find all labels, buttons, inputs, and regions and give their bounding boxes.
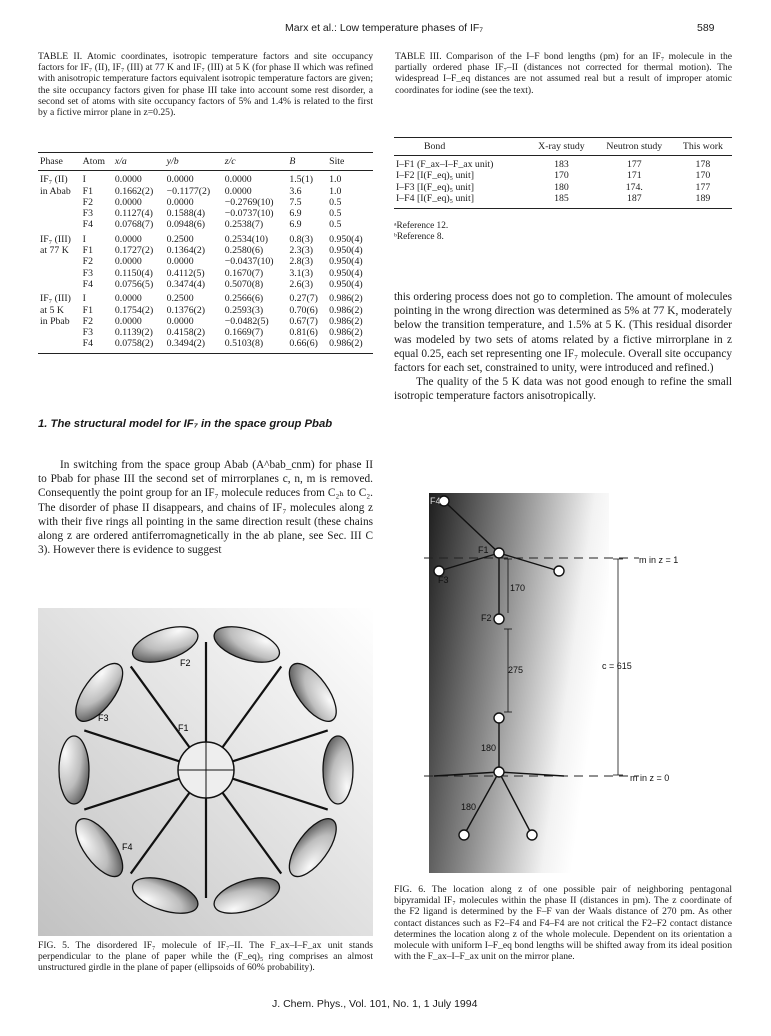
table2-cell: F2 <box>82 196 94 208</box>
table3-cell: 187 <box>595 193 674 208</box>
table-row <box>38 231 373 245</box>
table2-cell <box>38 338 81 353</box>
table2-cell: IF₇ (III) <box>40 293 71 305</box>
table2-cell: F2 <box>82 256 94 268</box>
table2-cell: F3 <box>82 208 94 220</box>
table2-cell: F4 <box>81 338 113 353</box>
table-row <box>38 290 373 304</box>
table2-cell: 0.0000 <box>114 256 142 268</box>
table-row <box>38 171 373 186</box>
table2-caption: TABLE II. Atomic coordinates, isotropic temperature factors and site occupancy factors for IF₇ (II), IF₇ (III) at 77 K and IF₇ (III) at 5 K (for phase II which was refined with anisotropic temperature factors equivalent isotropic temperature factors are given; the site occupancy factors given for phase III take into account some rest disorder, a second set of atoms with site occupancy factors of 5% and 1.4% is related to the first by a fictive mirror plane in z=0.25). <box>38 51 373 119</box>
table2-cell: 0.5 <box>329 219 342 231</box>
table2-cell: −0.0482(5) <box>224 315 269 327</box>
table3-cell: I–F1 (F_ax–I–F_ax unit) <box>396 159 494 170</box>
table2-cell: 0.0000 <box>224 185 252 197</box>
table2-cell: at 5 K <box>40 304 64 316</box>
table2-cell: 0.0000 <box>166 256 194 268</box>
table3-cell: I–F2 [I(F_eq)₅ unit] <box>396 170 474 182</box>
table2-cell: 0.0948(6) <box>166 219 206 231</box>
table2-cell: at 77 K <box>40 245 69 257</box>
table2-cell: 0.0768(7) <box>114 219 154 231</box>
table3-caption: TABLE III. Comparison of the I–F bond lengths (pm) for an IF₇ molecule in the partially ordered phase IF₇–II (distances not corrected for thermal motion). The widespread I–F_eq distances are not assumed real but a result of improper atomic coordinates for iodine (see the text). <box>395 51 732 96</box>
table2-cell: 3.6 <box>289 185 302 197</box>
table3-cell: 180 <box>554 181 569 193</box>
table3-cell: 189 <box>674 193 732 208</box>
table2-cell: in Pbab <box>40 315 70 327</box>
fig6-mirror-z0: m in z = 0 <box>630 773 670 783</box>
table2-cell <box>38 327 81 338</box>
table2-cell: F1 <box>82 185 94 197</box>
table2-cell: 0.5 <box>329 196 342 208</box>
table2-cell: 0.0756(5) <box>114 278 154 290</box>
table2-cell: 0.0000 <box>166 174 194 186</box>
table2-cell: 0.3494(2) <box>165 338 223 353</box>
table2-cell <box>38 208 81 219</box>
table2-cell: 0.4158(2) <box>166 327 206 339</box>
table2-cell: 0.986(2) <box>329 304 363 316</box>
table3-header-cell: This work <box>674 138 732 156</box>
table2-cell: 0.0000 <box>224 174 252 186</box>
table2-cell: 0.1669(7) <box>224 327 264 339</box>
left-body-text: In switching from the space group Abab (A^bab_cnm) for phase II to Pbab for phase III the second set of mirrorplanes c, n, m is removed. Consequently the point group for an IF₇ molecule reduces from C₂ₕ to C₂. The disorder of phase II disappears, and chains of IF₇ molecules along z with their five rings all pointing in the same direction result (these chains along z are ordered antiferromagnetically in the ab plane, see Sec. III C 3). However there is evidence to suggest <box>38 459 373 557</box>
table2-cell: 0.1670(7) <box>224 267 264 279</box>
table3-cell: 170 <box>554 170 569 182</box>
table2-cell: I <box>82 293 86 305</box>
fluorine-ellipsoid <box>59 736 89 804</box>
table2-cell: 0.4112(5) <box>166 267 205 279</box>
table2-cell: 0.1727(2) <box>114 245 154 257</box>
fig6-label-f2: F2 <box>481 613 492 623</box>
table2-header-cell: y/b <box>165 153 223 171</box>
table2-cell: 0.66(6) <box>287 338 327 353</box>
table2-cell: 0.70(6) <box>289 304 318 316</box>
table3-cell: 183 <box>554 159 569 170</box>
table2-cell: 0.950(4) <box>329 256 363 268</box>
table2-cell: −0.0737(10) <box>224 208 274 220</box>
table2-cell: 0.1150(4) <box>114 267 153 279</box>
table2-cell: 0.0000 <box>166 315 194 327</box>
table2-cell: 0.2593(3) <box>224 304 264 316</box>
table3-cell: 170 <box>695 170 711 182</box>
running-head: Marx et al.: Low temperature phases of IF₇ <box>285 22 483 34</box>
table2-header-cell: x/a <box>113 153 165 171</box>
table2-header-cell: B <box>287 153 327 171</box>
table-row <box>394 156 732 171</box>
table2-cell: 0.2566(6) <box>224 293 264 305</box>
table-row <box>394 193 732 208</box>
table2-cell: IF₇ (II) <box>40 174 68 186</box>
table2-cell: 1.0 <box>329 174 342 186</box>
table2-cell: 0.986(2) <box>329 327 363 339</box>
table2-cell: 0.5103(8) <box>223 338 288 353</box>
table2-cell: 0.1127(4) <box>114 208 153 220</box>
table2-cell: 0.1364(2) <box>166 245 206 257</box>
table-row <box>38 245 373 256</box>
table2-cell: 0.0000 <box>114 196 142 208</box>
fig5-label-f4: F4 <box>122 842 133 852</box>
table2-cell: 0.986(2) <box>329 315 363 327</box>
table-row <box>38 208 373 219</box>
table-row <box>38 279 373 290</box>
table2-cell: 0.8(3) <box>289 233 313 245</box>
footnote: ᵃReference 12. <box>394 221 449 231</box>
right-body-text <box>394 290 732 404</box>
table-row <box>38 268 373 279</box>
table3-cell: 177 <box>626 159 642 170</box>
table2-cell: 0.2580(6) <box>224 245 264 257</box>
table2-cell: 0.0000 <box>114 233 142 245</box>
table-row <box>394 182 732 193</box>
fig6-distance-275: 275 <box>508 665 524 675</box>
fig6-mirror-z1: m in z = 1 <box>639 555 679 565</box>
table2-cell <box>38 219 81 230</box>
table2-header-cell: Phase <box>38 153 81 171</box>
fig6-distance-170: 170 <box>510 583 526 593</box>
table2-cell: 1.0 <box>329 185 342 197</box>
fig5-caption: FIG. 5. The disordered IF₇ molecule of IF₇–II. The F_ax–I–F_ax unit stands perpendicular to the plane of paper while the (F_eq)₅ ring comprises an almost unstructured girdle in the plane of paper (ellipsoids of 60% probability). <box>38 940 373 974</box>
table-row <box>38 219 373 230</box>
table-row <box>38 186 373 197</box>
table2-cell: 0.0000 <box>114 315 142 327</box>
fig6-label-f1: F1 <box>478 545 489 555</box>
table2-cell: 0.2500 <box>166 293 194 305</box>
table2-cell: 0.5 <box>329 208 342 220</box>
table2-cell: 0.0000 <box>166 196 194 208</box>
table2-cell: 0.0000 <box>114 293 142 305</box>
table2-cell: in Abab <box>40 185 71 197</box>
table2-cell: 0.1662(2) <box>114 185 154 197</box>
fig6-cell-length: c = 615 <box>602 661 632 671</box>
table-row <box>38 305 373 316</box>
table2-cell <box>38 268 81 279</box>
table2-cell: F3 <box>82 267 94 279</box>
table2-cell: 2.8(3) <box>289 256 313 268</box>
table2-cell: 2.6(3) <box>289 278 313 290</box>
fig6-distance-180b: 180 <box>461 802 477 812</box>
table-row <box>38 338 373 353</box>
table2-cell: 0.950(4) <box>329 278 363 290</box>
table2-cell: F1 <box>82 304 94 316</box>
table-row <box>38 327 373 338</box>
table2-cell: −0.2769(10) <box>224 196 274 208</box>
table2-cell: 0.3474(4) <box>166 278 206 290</box>
table2-cell: 1.5(1) <box>289 174 313 186</box>
table2-cell: 0.950(4) <box>329 245 363 257</box>
table2-cell: IF₇ (III) <box>40 233 71 245</box>
table2-cell: 0.1139(2) <box>114 327 153 339</box>
table-row <box>38 197 373 208</box>
table2-cell: 0.1376(2) <box>166 304 206 316</box>
table2-cell: I <box>82 174 86 186</box>
fig6-label-f3: F3 <box>438 575 449 585</box>
table3-cell: 178 <box>695 159 711 170</box>
table2-cell: 0.2534(10) <box>224 233 269 245</box>
table3-header-cell: Bond <box>394 138 528 156</box>
table2-cell: I <box>82 233 86 245</box>
table3-header-cell: Neutron study <box>595 138 674 156</box>
table2-cell: 0.2538(7) <box>224 219 264 231</box>
fig5-label-f3: F3 <box>98 713 109 723</box>
table2-cell: 7.5 <box>289 196 302 208</box>
table2-cell: 0.950(4) <box>329 233 363 245</box>
page-number: 589 <box>697 22 715 34</box>
paragraph: this ordering process does not go to completion. The amount of molecules pointing in the wrong direction was determined as 5% at 77 K, moderately below the transition temperature, and 1.5% at 5 K. (This residual disorder was modeled by two sets of atoms related by a fictive mirrorplane in z equal 0.25, each set representing one IF₇ molecule. Overall site occupancy factors for each set, constrained to unity, were introduced and refined.) <box>394 291 732 375</box>
fig6-label-f4: F4 <box>430 496 441 506</box>
fig6-caption: FIG. 6. The location along z of one possible pair of neighboring pentagonal bipyramidal IF₇ molecules within the phase II (distances in pm). The z coordinate of the F2 ligand is determined by the F–F van der Waals distance of 270 pm. As other contact distances such as F2–F4 and F4–F4 are not critical the F2–F2 contact distance determines the location along z of the whole molecule. Dependent on its orientation a molecule with uniform I–F_eq bond lengths will be shifted away from its ideal position with the F_ax–I–F_ax unit on the mirror plane. <box>394 884 732 963</box>
table2-cell: F4 <box>82 219 94 231</box>
fig6-diagram <box>394 493 732 873</box>
table2-cell: 0.81(6) <box>289 327 318 339</box>
table2-cell: 0.1588(4) <box>166 208 206 220</box>
table2-cell: 0.1754(2) <box>114 304 154 316</box>
table2-cell: 0.0000 <box>114 174 142 186</box>
table2-cell: 0.986(2) <box>327 338 373 353</box>
table2-header-cell: Site <box>327 153 373 171</box>
table2-cell <box>38 256 81 267</box>
table2-cell: 3.1(3) <box>289 267 313 279</box>
table2-cell: F1 <box>82 245 94 257</box>
table2-cell: 0.0758(2) <box>113 338 165 353</box>
table2-cell: −0.0437(10) <box>224 256 274 268</box>
table3-footnotes <box>394 221 448 243</box>
page-footer: J. Chem. Phys., Vol. 101, No. 1, 1 July 1994 <box>272 998 478 1010</box>
fig5-label-f2: F2 <box>180 658 191 668</box>
paragraph: The quality of the 5 K data was not good enough to refine the small isotropic temperature factors anisotropically. <box>394 376 732 403</box>
table2-cell: −0.1177(2) <box>166 185 211 197</box>
table-row <box>38 316 373 327</box>
table3-cell: I–F4 [I(F_eq)₅ unit] <box>394 193 528 208</box>
table2-cell: 0.950(4) <box>329 267 363 279</box>
table2-cell: 0.2500 <box>166 233 194 245</box>
section-heading: 1. The structural model for IF₇ in the space group Pbab <box>38 418 333 430</box>
table2-header-cell: z/c <box>223 153 288 171</box>
table-row <box>38 256 373 267</box>
table2-cell: 6.9 <box>289 208 302 220</box>
table2-cell: 0.27(7) <box>289 293 318 305</box>
table2-cell: 0.5070(8) <box>224 278 264 290</box>
table-row <box>394 170 732 181</box>
table2-cell: F2 <box>82 315 94 327</box>
table2-cell: F4 <box>82 278 94 290</box>
fig6-background <box>429 493 609 873</box>
table3-cell: 185 <box>528 193 595 208</box>
table3-cell: I–F3 [I(F_eq)₅ unit] <box>396 181 474 193</box>
table3-header-cell: X-ray study <box>528 138 595 156</box>
table2-cell: 6.9 <box>289 219 302 231</box>
table2-cell <box>38 197 81 208</box>
table2 <box>38 152 373 354</box>
table3-cell: 171 <box>626 170 642 182</box>
footnote: ᵇReference 8. <box>394 232 444 242</box>
table2-cell: 2.3(3) <box>289 245 313 257</box>
table2-cell: F3 <box>82 327 94 339</box>
table3 <box>394 137 732 209</box>
fig5-label-f1: F1 <box>178 723 189 733</box>
table3-cell: 177 <box>695 181 711 193</box>
table2-cell <box>38 279 81 290</box>
table2-header-cell: Atom <box>81 153 113 171</box>
fluorine-ellipsoid <box>323 736 353 804</box>
table2-cell: 0.67(7) <box>289 315 318 327</box>
fig6-distance-180a: 180 <box>481 743 497 753</box>
fig5-diagram <box>38 608 373 936</box>
table2-cell: 0.986(2) <box>329 293 363 305</box>
table3-cell: 174. <box>625 181 643 193</box>
